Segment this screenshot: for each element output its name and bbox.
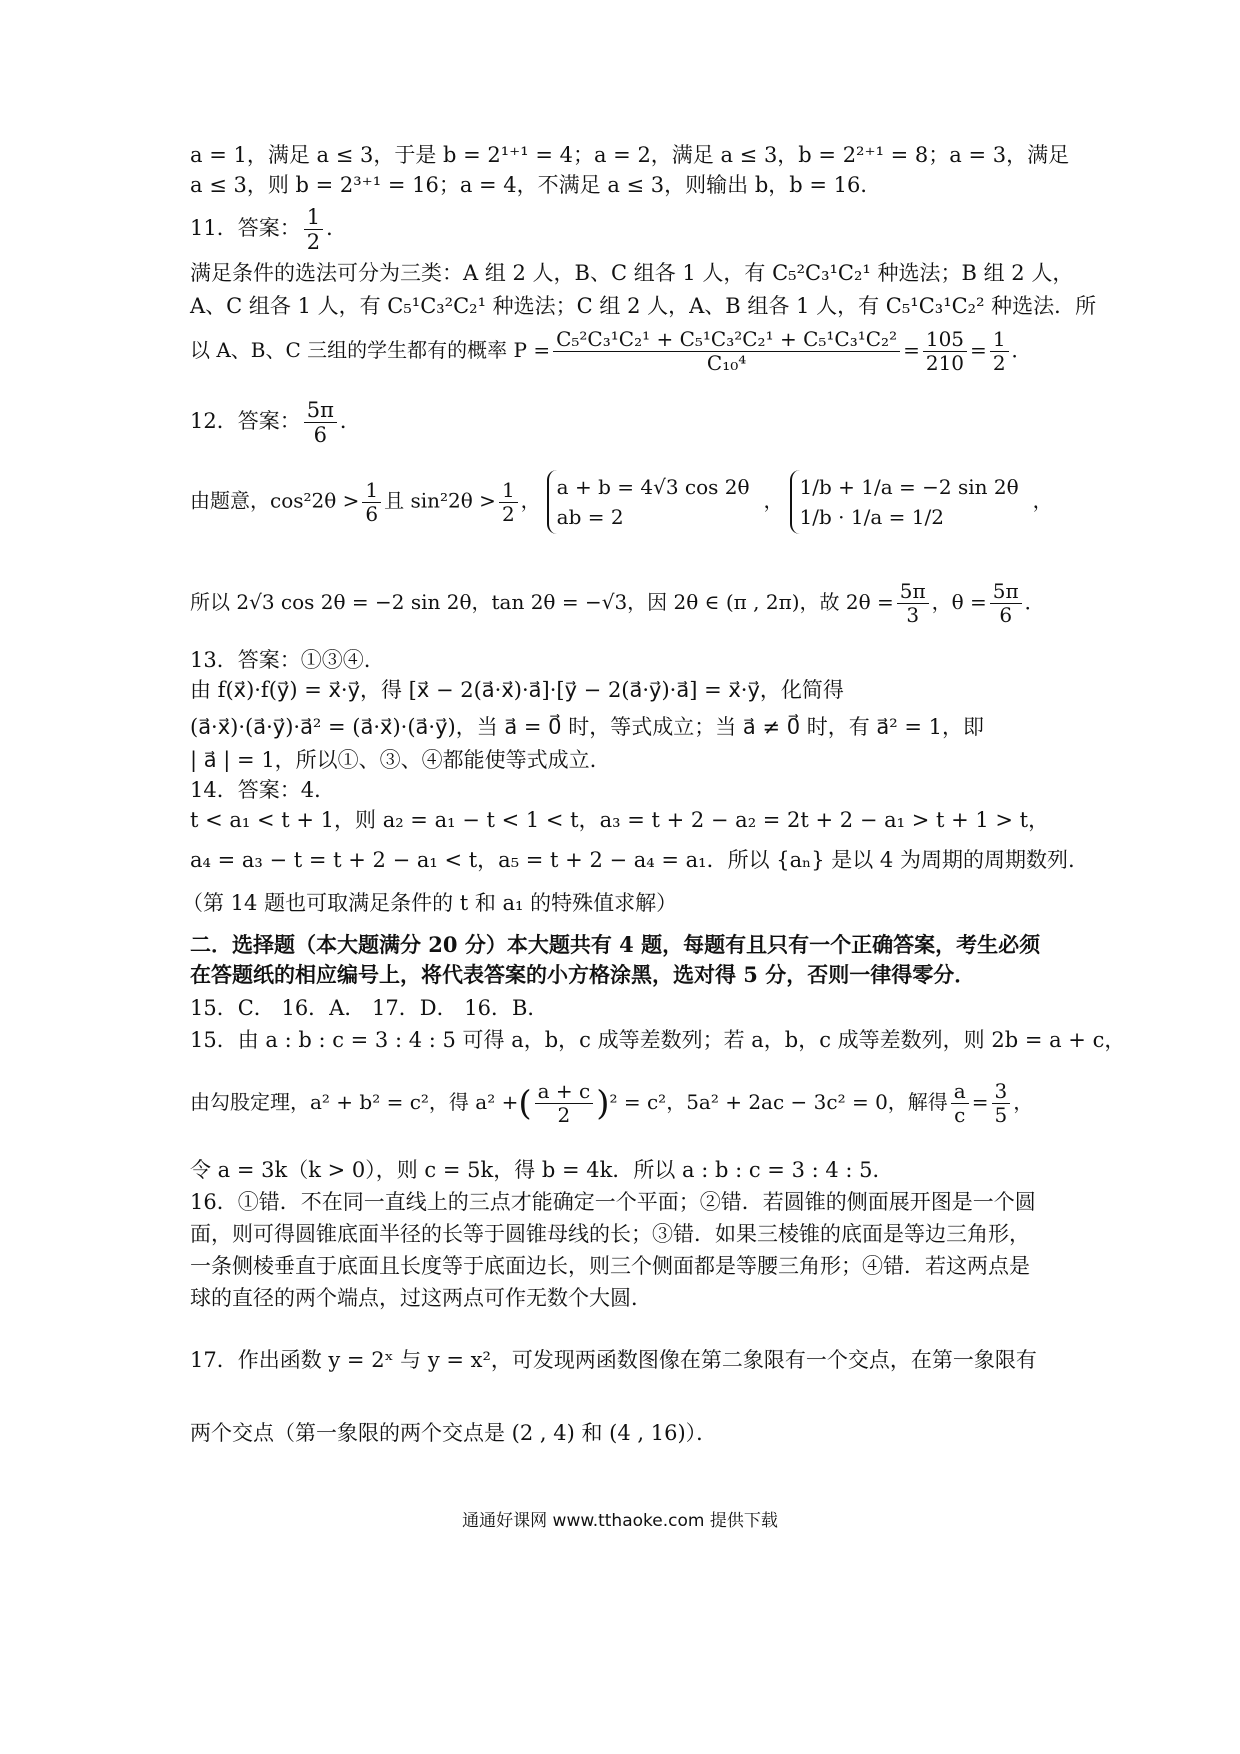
fraction: $\frac{5\pi}{3}$ bbox=[897, 580, 929, 627]
fraction: $\frac{1}{2}$ bbox=[990, 328, 1009, 375]
answer-12: 12．答案： $\frac{5\pi}{6}$ ． bbox=[190, 398, 361, 448]
text-line: 17．作出函数 y = 2ˣ 与 y = x²，可发现两函数图像在第二象限有一个交点，在第一象限有 bbox=[190, 1348, 1037, 1372]
text-line: 令 a = 3k（k > 0），则 c = 5k，得 b = 4k．所以 a : b : c = 3 : 4 : 5． bbox=[190, 1158, 894, 1182]
section-heading: 二．选择题（本大题满分 20 分）本大题共有 4 题，每题有且只有一个正确答案，考生必须 bbox=[190, 932, 1041, 957]
text-line: 面，则可得圆锥底面半径的长等于圆锥母线的长；③错．如果三棱锥的底面是等边三角形， bbox=[190, 1222, 1030, 1246]
fraction: $\frac{5\pi}{6}$ bbox=[990, 580, 1022, 627]
text-line: a ≤ 3，则 b = 2³⁺¹ = 16；a = 4，不满足 a ≤ 3，则输出 b，b = 16． bbox=[190, 173, 882, 197]
text-line: a₄ = a₃ − t = t + 2 − a₁ < t，a₅ = t + 2 − a₄ = a₁．所以 {aₙ} 是以 4 为周期的周期数列. bbox=[190, 848, 1075, 872]
text-line: （第 14 题也可取满足条件的 t 和 a₁ 的特殊值求解） bbox=[182, 891, 678, 915]
fraction: $\frac{1}{6}$ bbox=[362, 479, 381, 526]
page-footer: 通通好课网 www.tthaoke.com 提供下载 bbox=[462, 1511, 778, 1531]
text-line: 球的直径的两个端点，过这两点可作无数个大圆． bbox=[190, 1286, 652, 1310]
fraction: $\frac{a + c}{2}$ bbox=[535, 1080, 594, 1127]
text-line: A、C 组各 1 人，有 C₅¹C₃²C₂¹ 种选法；C 组 2 人，A、B 组各 1 人，有 C₅¹C₃¹C₂² 种选法．所 bbox=[190, 294, 1097, 318]
text-line: 由 f(x⃗)·f(y⃗) = x⃗·y⃗，得 [x⃗ − 2(a⃗·x⃗)·a⃗]·[y⃗ − 2(a⃗·y⃗)·a⃗] = x⃗·y⃗，化简得 bbox=[190, 678, 844, 702]
fraction: $\frac{a}{c}$ bbox=[951, 1080, 969, 1127]
answer-11: 11．答案： $\frac{1}{2}$ ． bbox=[190, 205, 348, 255]
fraction: $\frac{105}{210}$ bbox=[923, 328, 967, 375]
text-line: 14．答案：4． bbox=[190, 778, 336, 802]
text-line: 一条侧棱垂直于底面且长度等于底面边长，则三个侧面都是等腰三角形；④错．若这两点是 bbox=[190, 1254, 1030, 1278]
text-line: 所以 2√3 cos 2θ = −2 sin 2θ，tan 2θ = −√3，因 2θ ∈ (π , 2π)，故 2θ = $\frac{5\pi}{3}$ ，θ = $\frac{5\pi}{6}$ ． bbox=[190, 579, 1045, 627]
text-line: t < a₁ < t + 1，则 a₂ = a₁ − t < 1 < t，a₃ = t + 2 − a₂ = 2t + 2 − a₁ > t + 1 > t， bbox=[190, 808, 1050, 832]
text-line: 15．由 a : b : c = 3 : 4 : 5 可得 a，b，c 成等差数列；若 a，b，c 成等差数列，则 2b = a + c， bbox=[190, 1028, 1126, 1052]
text-line: a = 1，满足 a ≤ 3，于是 b = 2¹⁺¹ = 4；a = 2，满足 a ≤ 3，b = 2²⁺¹ = 8；a = 3，满足 bbox=[190, 143, 1070, 167]
equation-system-1: a + b = 4√3 cos 2θ ab = 2 bbox=[547, 470, 758, 534]
fraction: $\frac{3}{5}$ bbox=[992, 1080, 1011, 1127]
text-line: | a⃗ | = 1，所以①、③、④都能使等式成立. bbox=[190, 748, 597, 772]
text-line: 15．C． 16．A． 17．D． 16．B． bbox=[190, 996, 549, 1020]
text-line: 满足条件的选法可分为三类：A 组 2 人，B、C 组各 1 人，有 C₅²C₃¹C₂¹ 种选法；B 组 2 人， bbox=[190, 261, 1074, 285]
fraction: $\frac{1}{2}$ bbox=[304, 205, 323, 254]
text-line: (a⃗·x⃗)·(a⃗·y⃗)·a⃗² = (a⃗·x⃗)·(a⃗·y⃗)，当 a⃗ = 0⃗ 时，等式成立；当 a⃗ ≠ 0⃗ 时，有 a⃗² = 1，即 bbox=[190, 715, 985, 739]
fraction: $\frac{\text{C₅²C₃¹C₂¹ + C₅¹C₃²C₂¹ + C₅¹C₃¹C₂²}}{\text{C₁₀⁴}}$ bbox=[553, 328, 900, 375]
section-heading: 在答题纸的相应编号上，将代表答案的小方格涂黑，选对得 5 分，否则一律得零分． bbox=[190, 962, 976, 987]
equation-system-2: 1/b + 1/a = −2 sin 2θ 1/b · 1/a = 1/2 bbox=[790, 470, 1027, 534]
fraction: $\frac{1}{2}$ bbox=[499, 479, 518, 526]
text-line: 16．①错．不在同一直线上的三点才能确定一个平面；②错．若圆锥的侧面展开图是一个圆 bbox=[190, 1190, 1036, 1214]
text-line: 13．答案：①③④. bbox=[190, 648, 371, 672]
probability-formula: 以 A、B、C 三组的学生都有的概率 P = $\frac{\text{C₅²C₃¹C₂¹ + C₅¹C₃²C₂¹ + C₅¹C₃¹C₂²}}{\text{C₁₀⁴}}$ = $\frac{105}{210}$ = $\frac{1}{2}$ ． bbox=[190, 327, 1032, 375]
fraction: $\frac{5\pi}{6}$ bbox=[304, 398, 337, 447]
equation-systems: 由题意，cos²2θ > $\frac{1}{6}$ 且 sin²2θ > $\frac{1}{2}$ ， a + b = 4√3 cos 2θ ab = 2 ， 1/b + 1/a = −2 sin 2θ 1/b · 1/a = 1/2 ， bbox=[190, 470, 1060, 534]
text-line: 两个交点（第一象限的两个交点是 (2 , 4) 和 (4 , 16)）． bbox=[190, 1421, 718, 1445]
text-line: 由勾股定理，a² + b² = c²，得 a² +( $\frac{a + c}{2}$ )² = c²，5a² + 2ac − 3c² = 0，解得 $\frac{a}{c}$ = $\frac{3}{5}$ ， bbox=[190, 1079, 1034, 1127]
